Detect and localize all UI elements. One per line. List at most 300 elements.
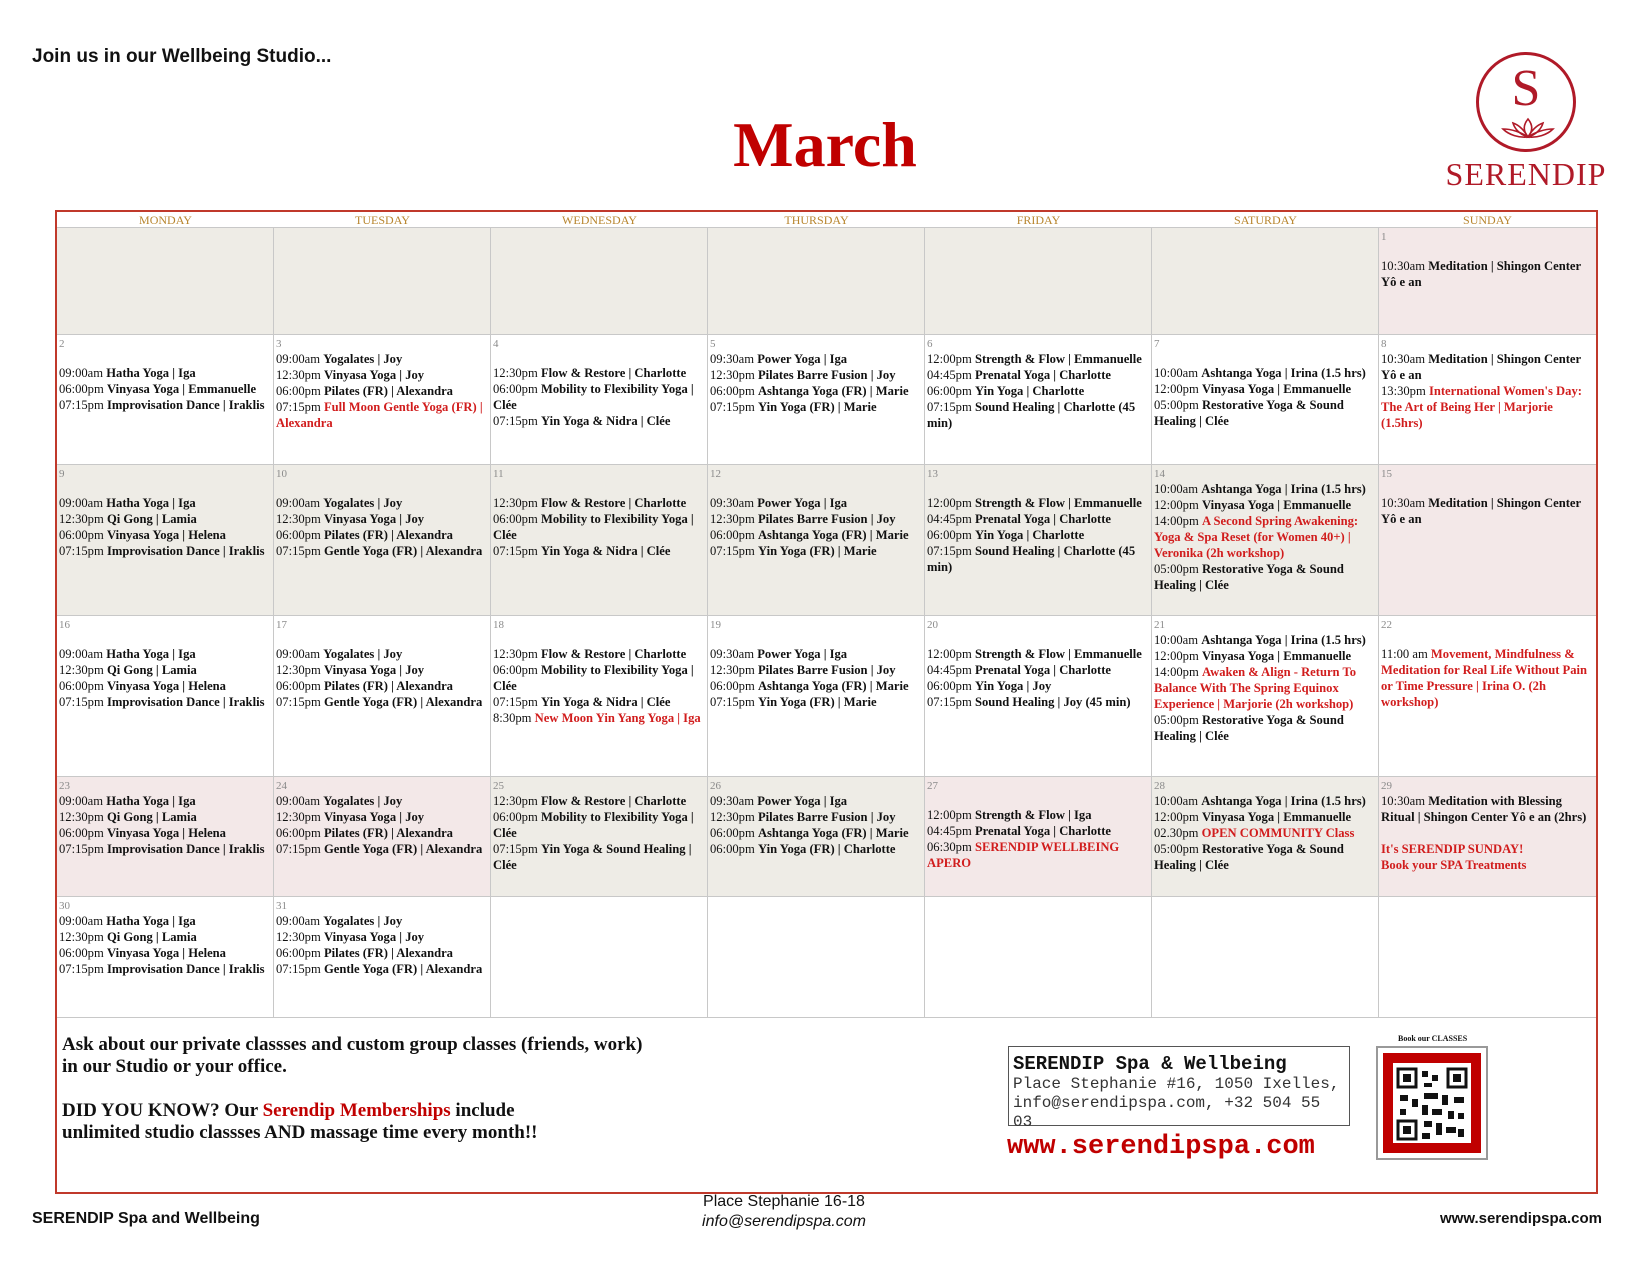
event-title: Yin Yoga (FR) | Marie (757, 400, 877, 414)
event-title: Qi Gong | Lamia (106, 663, 197, 677)
day-number (710, 899, 922, 913)
event-time: 12:30pm (710, 512, 755, 526)
class-event (1154, 664, 1376, 712)
event-time: 04:45pm (927, 824, 972, 838)
day-cell (1379, 465, 1596, 616)
class-event (1381, 857, 1594, 873)
event-title: Pilates (FR) | Alexandra (323, 384, 453, 398)
event-time: 09:30am (710, 647, 755, 661)
event-time: 04:45pm (927, 368, 972, 382)
event-title: Book your SPA Treatments (1381, 858, 1527, 872)
day-number: 15 (1381, 468, 1392, 480)
event-title: Yin Yoga (FR) | Charlotte (757, 842, 896, 856)
day-cell (274, 228, 491, 335)
event-title: Yin Yoga & Sound Healing | Clée (493, 842, 692, 872)
event-time: 10:00am (1154, 482, 1199, 496)
event-title: Meditation | Shingon Center Yô e an (1381, 496, 1581, 526)
day-number (1381, 899, 1594, 913)
event-title: Pilates (FR) | Alexandra (323, 679, 453, 693)
event-time: 06:00pm (927, 679, 972, 693)
class-event (276, 367, 488, 383)
logo-wordmark: SERENDIP (1445, 156, 1607, 192)
class-event (710, 399, 922, 415)
event-title: Ashtanga Yoga | Irina (1.5 hrs) (1201, 366, 1366, 380)
event-time: 05:00pm (1154, 398, 1199, 412)
event-title: Hatha Yoga | Iga (106, 794, 196, 808)
class-event (276, 694, 488, 710)
class-event (710, 841, 922, 857)
class-event (493, 495, 705, 511)
event-title: Pilates Barre Fusion | Joy (757, 810, 896, 824)
day-number: 13 (927, 468, 938, 480)
memberships-link[interactable]: Serendip Memberships (262, 1100, 451, 1121)
class-event (59, 646, 271, 662)
day-number: 11 (493, 468, 504, 480)
event-title: Flow & Restore | Charlotte (540, 647, 687, 661)
event-title: Gentle Yoga (FR) | Alexandra (323, 695, 483, 709)
class-event (710, 646, 922, 662)
class-event (1154, 793, 1376, 809)
class-event (1154, 809, 1376, 825)
event-time: 09:30am (710, 496, 755, 510)
day-cell (274, 777, 491, 897)
event-title: Improvisation Dance | Iraklis (106, 842, 265, 856)
day-cell (1379, 228, 1596, 335)
event-title: Sound Healing | Charlotte (45 min) (927, 544, 1136, 574)
day-number (493, 899, 705, 913)
class-event (1381, 383, 1594, 431)
event-title: Mobility to Flexibility Yoga | Clée (493, 810, 694, 840)
day-number: 17 (276, 619, 287, 631)
event-time: 07:15pm (493, 544, 538, 558)
note-line-3-b: include (450, 1100, 515, 1121)
event-time: 06:00pm (710, 842, 755, 856)
class-event (710, 825, 922, 841)
day-number: 28 (1154, 780, 1165, 792)
event-title: Yin Yoga & Nidra | Clée (540, 414, 671, 428)
day-cell (925, 465, 1152, 616)
day-cell (708, 616, 925, 777)
event-time: 12:30pm (710, 663, 755, 677)
class-event (493, 809, 705, 841)
event-title: Yin Yoga | Charlotte (974, 528, 1085, 542)
note-line-4: unlimited studio classses AND massage time every month!! (62, 1122, 538, 1143)
event-title: Restorative Yoga & Sound Healing | Clée (1154, 713, 1344, 743)
event-title: Ashtanga Yoga | Irina (1.5 hrs) (1201, 633, 1366, 647)
event-title: Vinyasa Yoga | Emmanuelle (1201, 498, 1352, 512)
event-time: 06:00pm (276, 384, 321, 398)
event-time: 07:15pm (710, 544, 755, 558)
day-cell (708, 335, 925, 465)
day-number: 7 (1154, 338, 1160, 350)
event-time: 07:15pm (710, 400, 755, 414)
event-time: 12:30pm (59, 810, 104, 824)
event-time: 12:30pm (493, 496, 538, 510)
event-time: 10:00am (1154, 366, 1199, 380)
event-title: Meditation with Blessing Ritual | Shingon Center Yô e an (2hrs) (1381, 794, 1587, 824)
event-time: 09:00am (276, 914, 321, 928)
day-cell (57, 777, 274, 897)
class-event (710, 694, 922, 710)
day-cell (1152, 465, 1379, 616)
class-event (1381, 825, 1594, 841)
class-event (493, 511, 705, 543)
footer-street: Place Stephanie 16-18 (703, 1193, 865, 1210)
event-time: 12:30pm (276, 663, 321, 677)
event-time: 07:15pm (59, 842, 104, 856)
event-time: 11:00 am (1381, 647, 1428, 661)
event-title: Yogalates | Joy (323, 794, 403, 808)
event-time: 12:30pm (493, 794, 538, 808)
event-title: Flow & Restore | Charlotte (540, 496, 687, 510)
day-cell (491, 465, 708, 616)
event-time: 07:15pm (493, 695, 538, 709)
class-event (59, 495, 271, 511)
event-title: Yin Yoga & Nidra | Clée (540, 544, 671, 558)
day-cell (1152, 228, 1379, 335)
event-time: 06:00pm (493, 382, 538, 396)
day-cell (274, 616, 491, 777)
event-time: 02.30pm (1154, 826, 1199, 840)
event-time: 06:00pm (710, 384, 755, 398)
event-title: Power Yoga | Iga (757, 496, 848, 510)
event-title: Yin Yoga | Charlotte (974, 384, 1085, 398)
class-event (59, 809, 271, 825)
class-event (710, 383, 922, 399)
day-number: 24 (276, 780, 287, 792)
event-title: Vinyasa Yoga | Joy (323, 512, 425, 526)
class-event (927, 678, 1149, 694)
event-time: 12:30pm (59, 512, 104, 526)
day-cell (1152, 897, 1379, 1018)
class-event (59, 961, 271, 977)
note-line-3-a: DID YOU KNOW? Our (62, 1100, 263, 1121)
class-event (710, 527, 922, 543)
event-title: Qi Gong | Lamia (106, 512, 197, 526)
event-title: Meditation | Shingon Center Yô e an (1381, 352, 1581, 382)
event-title: Pilates Barre Fusion | Joy (757, 368, 896, 382)
event-title: Flow & Restore | Charlotte (540, 794, 687, 808)
class-event (927, 383, 1149, 399)
class-event (493, 841, 705, 873)
day-cell (708, 228, 925, 335)
event-title: Yogalates | Joy (323, 352, 403, 366)
class-event (710, 662, 922, 678)
event-time: 13:30pm (1381, 384, 1426, 398)
class-event (927, 807, 1149, 823)
day-number: 10 (276, 468, 287, 480)
day-cell (925, 897, 1152, 1018)
event-title: Hatha Yoga | Iga (106, 647, 196, 661)
event-title: Vinyasa Yoga | Emmanuelle (1201, 649, 1352, 663)
event-time: 12:30pm (59, 663, 104, 677)
day-cell (708, 777, 925, 897)
event-time: 09:00am (276, 496, 321, 510)
event-title: Gentle Yoga (FR) | Alexandra (323, 962, 483, 976)
event-time: 05:00pm (1154, 562, 1199, 576)
event-time: 09:00am (276, 647, 321, 661)
day-header: SATURDAY (1152, 212, 1379, 228)
day-cell (1379, 897, 1596, 1018)
event-time: 09:00am (59, 794, 104, 808)
class-event (927, 367, 1149, 383)
class-event (59, 381, 271, 397)
class-event (59, 527, 271, 543)
logo-letter: S (1511, 60, 1541, 117)
day-number: 16 (59, 619, 70, 631)
event-time: 12:00pm (927, 647, 972, 661)
class-event (927, 662, 1149, 678)
event-time: 12:00pm (1154, 810, 1199, 824)
day-number (1154, 899, 1376, 913)
class-event (493, 646, 705, 662)
event-title: Yin Yoga (FR) | Marie (757, 695, 877, 709)
day-number (276, 230, 488, 244)
day-number: 8 (1381, 338, 1387, 350)
event-title: Mobility to Flexibility Yoga | Clée (493, 382, 694, 412)
event-title: Ashtanga Yoga (FR) | Marie (757, 384, 909, 398)
class-event (59, 511, 271, 527)
class-event (276, 646, 488, 662)
class-event (493, 793, 705, 809)
event-title: Pilates (FR) | Alexandra (323, 826, 453, 840)
event-time: 06:00pm (276, 946, 321, 960)
event-title: It's SERENDIP SUNDAY! (1381, 842, 1524, 856)
day-number: 6 (927, 338, 933, 350)
day-number (927, 899, 1149, 913)
event-time: 10:30am (1381, 794, 1426, 808)
class-event (1154, 712, 1376, 744)
event-title: Full Moon Gentle Yoga (FR) | Alexandra (276, 400, 483, 430)
event-title: Hatha Yoga | Iga (106, 496, 196, 510)
event-title: Vinyasa Yoga | Helena (106, 679, 226, 693)
day-cell (1379, 777, 1596, 897)
class-event (59, 662, 271, 678)
event-time: 07:15pm (59, 962, 104, 976)
footer-email[interactable]: info@serendipspa.com (702, 1213, 866, 1230)
event-time: 09:00am (276, 794, 321, 808)
class-event (1154, 481, 1376, 497)
class-event (276, 662, 488, 678)
event-time: 10:00am (1154, 633, 1199, 647)
class-event (276, 527, 488, 543)
event-title: Pilates (FR) | Alexandra (323, 528, 453, 542)
day-cell (1152, 616, 1379, 777)
day-number (927, 230, 1149, 244)
event-time: 09:30am (710, 352, 755, 366)
class-event (493, 365, 705, 381)
event-title: Ashtanga Yoga | Irina (1.5 hrs) (1201, 794, 1366, 808)
class-event (276, 543, 488, 559)
event-title: Mobility to Flexibility Yoga | Clée (493, 663, 694, 693)
event-time: 12:30pm (710, 368, 755, 382)
event-time: 07:15pm (276, 842, 321, 856)
class-event (1381, 258, 1594, 290)
class-event (493, 543, 705, 559)
logo-ring (1476, 52, 1576, 152)
event-title: Strength & Flow | Emmanuelle (974, 647, 1142, 661)
day-cell (1152, 777, 1379, 897)
event-time: 04:45pm (927, 663, 972, 677)
event-title: Mobility to Flexibility Yoga | Clée (493, 512, 694, 542)
day-number: 19 (710, 619, 721, 631)
event-title: Prenatal Yoga | Charlotte (974, 512, 1111, 526)
website-link[interactable]: www.serendipspa.com (1007, 1132, 1315, 1162)
event-time: 09:00am (59, 914, 104, 928)
event-time: 09:30am (710, 794, 755, 808)
day-header: FRIDAY (925, 212, 1152, 228)
event-time: 06:00pm (59, 826, 104, 840)
class-event (276, 913, 488, 929)
event-title: Vinyasa Yoga | Emmanuelle (1201, 382, 1352, 396)
event-time: 05:00pm (1154, 713, 1199, 727)
class-event (710, 809, 922, 825)
event-title: Yin Yoga & Nidra | Clée (540, 695, 671, 709)
month-title: March (733, 109, 917, 180)
event-title: Improvisation Dance | Iraklis (106, 695, 265, 709)
event-title: Vinyasa Yoga | Emmanuelle (106, 382, 257, 396)
class-event (710, 543, 922, 559)
day-number: 30 (59, 900, 70, 912)
day-number: 23 (59, 780, 70, 792)
day-cell (1379, 335, 1596, 465)
class-event (276, 399, 488, 431)
day-number: 3 (276, 338, 282, 350)
day-cell (925, 777, 1152, 897)
day-number: 9 (59, 468, 65, 480)
day-cell (491, 897, 708, 1018)
event-title: Vinyasa Yoga | Helena (106, 528, 226, 542)
event-title: Vinyasa Yoga | Joy (323, 663, 425, 677)
event-time: 05:00pm (1154, 842, 1199, 856)
class-event (1381, 646, 1594, 710)
class-event (276, 678, 488, 694)
class-event (276, 351, 488, 367)
event-time: 07:15pm (927, 400, 972, 414)
event-time: 09:00am (59, 647, 104, 661)
class-event (710, 511, 922, 527)
event-title: Power Yoga | Iga (757, 794, 848, 808)
qr-code[interactable] (1376, 1046, 1488, 1160)
event-title: OPEN COMMUNITY Class (1201, 826, 1355, 840)
day-number: 27 (927, 780, 938, 792)
event-title: Strength & Flow | Iga (974, 808, 1092, 822)
event-time: 06:00pm (59, 382, 104, 396)
event-title: Restorative Yoga & Sound Healing | Clée (1154, 842, 1344, 872)
class-event (59, 365, 271, 381)
day-number: 18 (493, 619, 504, 631)
day-cell (274, 335, 491, 465)
class-event (1381, 351, 1594, 383)
event-time: 06:30pm (927, 840, 972, 854)
event-time: 12:00pm (1154, 649, 1199, 663)
class-event (276, 809, 488, 825)
event-time: 8:30pm (493, 711, 532, 725)
event-title: Vinyasa Yoga | Joy (323, 368, 425, 382)
class-event (927, 823, 1149, 839)
class-event (1154, 841, 1376, 873)
class-event (927, 839, 1149, 871)
event-time: 07:15pm (276, 962, 321, 976)
event-time: 10:30am (1381, 259, 1426, 273)
class-event (493, 662, 705, 694)
lotus-icon (1501, 117, 1555, 139)
class-event (59, 397, 271, 413)
event-time: 06:00pm (710, 826, 755, 840)
event-title: Improvisation Dance | Iraklis (106, 962, 265, 976)
event-time: 10:00am (1154, 794, 1199, 808)
footer-website[interactable]: www.serendipspa.com (1440, 1210, 1602, 1227)
class-event (276, 511, 488, 527)
event-time: 12:00pm (927, 496, 972, 510)
day-header: MONDAY (57, 212, 274, 228)
day-cell (57, 465, 274, 616)
event-time: 04:45pm (927, 512, 972, 526)
event-title: Movement, Mindfulness & Meditation for Real Life Without Pain or Time Pressure | Irina O. (2h workshop) (1381, 647, 1588, 709)
event-time: 06:00pm (493, 810, 538, 824)
event-title: Vinyasa Yoga | Helena (106, 826, 226, 840)
day-number: 1 (1381, 231, 1387, 243)
event-time: 06:00pm (276, 679, 321, 693)
event-title: Gentle Yoga (FR) | Alexandra (323, 842, 483, 856)
event-title: Prenatal Yoga | Charlotte (974, 663, 1111, 677)
event-time: 07:15pm (59, 398, 104, 412)
qr-label: Book our CLASSES (1398, 1034, 1468, 1043)
event-title: Meditation | Shingon Center Yô e an (1381, 259, 1581, 289)
event-time: 06:00pm (59, 528, 104, 542)
day-cell (1379, 616, 1596, 777)
event-title: Improvisation Dance | Iraklis (106, 544, 265, 558)
class-event (1154, 648, 1376, 664)
event-time: 10:30am (1381, 352, 1426, 366)
event-time: 12:30pm (493, 366, 538, 380)
event-title: Restorative Yoga & Sound Healing | Clée (1154, 562, 1344, 592)
class-event (493, 694, 705, 710)
address-line-1: Place Stephanie #16, 1050 Ixelles, (1013, 1075, 1340, 1093)
event-time: 06:00pm (493, 663, 538, 677)
event-time: 06:00pm (927, 528, 972, 542)
footer-address (0, 1192, 1568, 1232)
address-line-2: info@serendipspa.com, +32 504 55 03 (1013, 1094, 1321, 1131)
class-event (927, 646, 1149, 662)
day-header: SUNDAY (1379, 212, 1596, 228)
day-cell (57, 335, 274, 465)
event-title: Qi Gong | Lamia (106, 930, 197, 944)
day-cell (57, 897, 274, 1018)
event-time: 09:00am (59, 496, 104, 510)
event-title: A Second Spring Awakening: Yoga & Spa Reset (for Women 40+) | Veronika (2h workshop) (1154, 514, 1359, 560)
note-line-1: Ask about our private classses and custom group classes (friends, work) (62, 1034, 643, 1055)
day-header: WEDNESDAY (491, 212, 708, 228)
class-event (710, 367, 922, 383)
event-time: 06:00pm (710, 679, 755, 693)
event-title: SERENDIP WELLBEING APERO (927, 840, 1120, 870)
event-time: 09:00am (59, 366, 104, 380)
class-event (927, 511, 1149, 527)
class-event (59, 841, 271, 857)
event-time: 07:15pm (276, 400, 321, 414)
class-event (59, 825, 271, 841)
event-title: New Moon Yin Yang Yoga | Iga (534, 711, 701, 725)
event-time: 10:30am (1381, 496, 1426, 510)
day-number: 25 (493, 780, 504, 792)
event-title: Flow & Restore | Charlotte (540, 366, 687, 380)
event-time: 07:15pm (276, 544, 321, 558)
event-title: Power Yoga | Iga (757, 352, 848, 366)
event-time: 06:00pm (59, 679, 104, 693)
event-title: Yogalates | Joy (323, 647, 403, 661)
class-event (59, 793, 271, 809)
